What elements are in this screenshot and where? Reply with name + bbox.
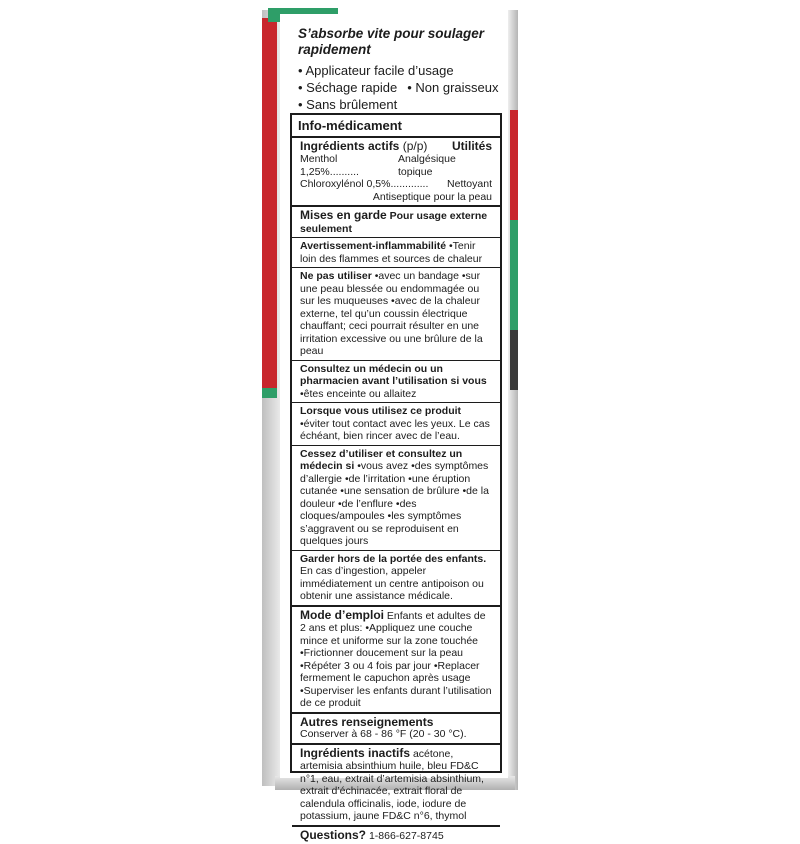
package-right-red-stripe: [510, 110, 518, 220]
active-ingredients-heading: Ingrédients actifs: [300, 139, 399, 153]
questions-section: [292, 827, 500, 844]
warnings-subheading: Pour usage externe seulement: [300, 210, 487, 235]
inactive-ingredients-text: acétone, artemisia absinthium huile, bleu FD&C n°1, eau, extrait d’artemisia absinthium, extrait d’échinacée, extrait floral de calendula officinalis, iode, iodure de potassium, jaune FD&C n°6, thymol: [300, 748, 484, 823]
when-using-warning: Lorsque vous utilisez ce produit •éviter tout contact avec les yeux. Le cas échéant, bien rincer avec de l’eau.: [292, 403, 500, 446]
directions-heading: Mode d’emploi: [300, 608, 384, 622]
directions-text: Enfants et adultes de 2 ans et plus: •Appliquez une couche mince et uniforme sur la zone touchée •Frictionner doucement sur la peau •Répéter 3 ou 4 fois par jour •Replacer fermement le capuchon après usage •Superviser les enfants durant l’utilisation de ce produit: [300, 610, 492, 710]
ingredient-use: Nettoyant: [447, 178, 492, 191]
other-info-heading: Autres renseignements: [300, 716, 492, 729]
questions-heading: Questions?: [300, 828, 366, 842]
feature-item: • Applicateur facile d’usage: [298, 62, 513, 79]
ingredient-name: Chloroxylénol 0,5%.............: [300, 178, 428, 191]
package-right-dark-stripe: [510, 330, 518, 390]
ingredient-use: Analgésique topique: [398, 153, 492, 178]
active-ingredients-header: [300, 140, 492, 153]
do-not-use-warning: Ne pas utiliser •avec un bandage •sur une peau blessée ou endommagée ou sur les muqueuses •avec de la chaleur externe, tel qu’un coussin électrique chauffant; ceci pourrait résulter en une irritation excessive ou une brûlure de la peau: [292, 268, 500, 361]
feature-item: • Non graisseux: [407, 79, 498, 96]
drug-facts-title: Info-médicament: [292, 115, 500, 138]
uses-heading: Utilités: [452, 140, 492, 153]
headline: S’absorbe vite pour soulager rapidement: [298, 26, 508, 58]
package-green-stripe: [262, 388, 277, 398]
questions-phone: 1-866-627-8745: [369, 830, 444, 842]
flammability-warning: Avertissement-inflammabilité •Tenir loin des flammes et sources de chaleur: [292, 238, 500, 268]
ingredient-name: Menthol 1,25%..........: [300, 153, 398, 178]
directions-section: [292, 607, 500, 714]
active-ingredients-unit: (p/p): [403, 139, 428, 153]
other-info-section: [292, 714, 500, 745]
feature-item: • Séchage rapide: [298, 79, 397, 96]
warnings-heading-section: [292, 207, 500, 238]
feature-list: [298, 62, 513, 113]
ingredient-use-cont: Antiseptique pour la peau: [300, 191, 492, 204]
inactive-ingredients-heading: Ingrédients inactifs: [300, 746, 410, 760]
inactive-ingredients-section: [292, 745, 500, 827]
active-ingredients-section: [292, 138, 500, 207]
ask-doctor-warning: Consultez un médecin ou un pharmacien avant l’utilisation si vous •êtes enceinte ou allaitez: [292, 361, 500, 404]
feature-item: • Sans brûlement: [298, 96, 513, 113]
other-info-text: Conserver à 68 - 86 °F (20 - 30 °C).: [300, 728, 492, 741]
keep-away-warning: Garder hors de la portée des enfants. En cas d’ingestion, appeler immédiatement un centre antipoison ou obtenir une assistance médicale.: [292, 551, 500, 607]
feature-row: [298, 79, 513, 96]
drug-facts-panel: [290, 113, 502, 773]
ingredient-row: [300, 178, 492, 191]
package-red-stripe: [262, 18, 277, 388]
stop-use-warning: Cessez d’utiliser et consultez un médecin si •vous avez •des symptômes d’allergie •de l’irritation •une éruption cutanée •une sensation de brûlure •de la douleur •de l’enflure •des cloques/ampoules •les symptômes s’aggravent ou se reproduisent en quelques jours: [292, 446, 500, 551]
warnings-heading: Mises en garde: [300, 208, 387, 222]
ingredient-row: [300, 153, 492, 178]
